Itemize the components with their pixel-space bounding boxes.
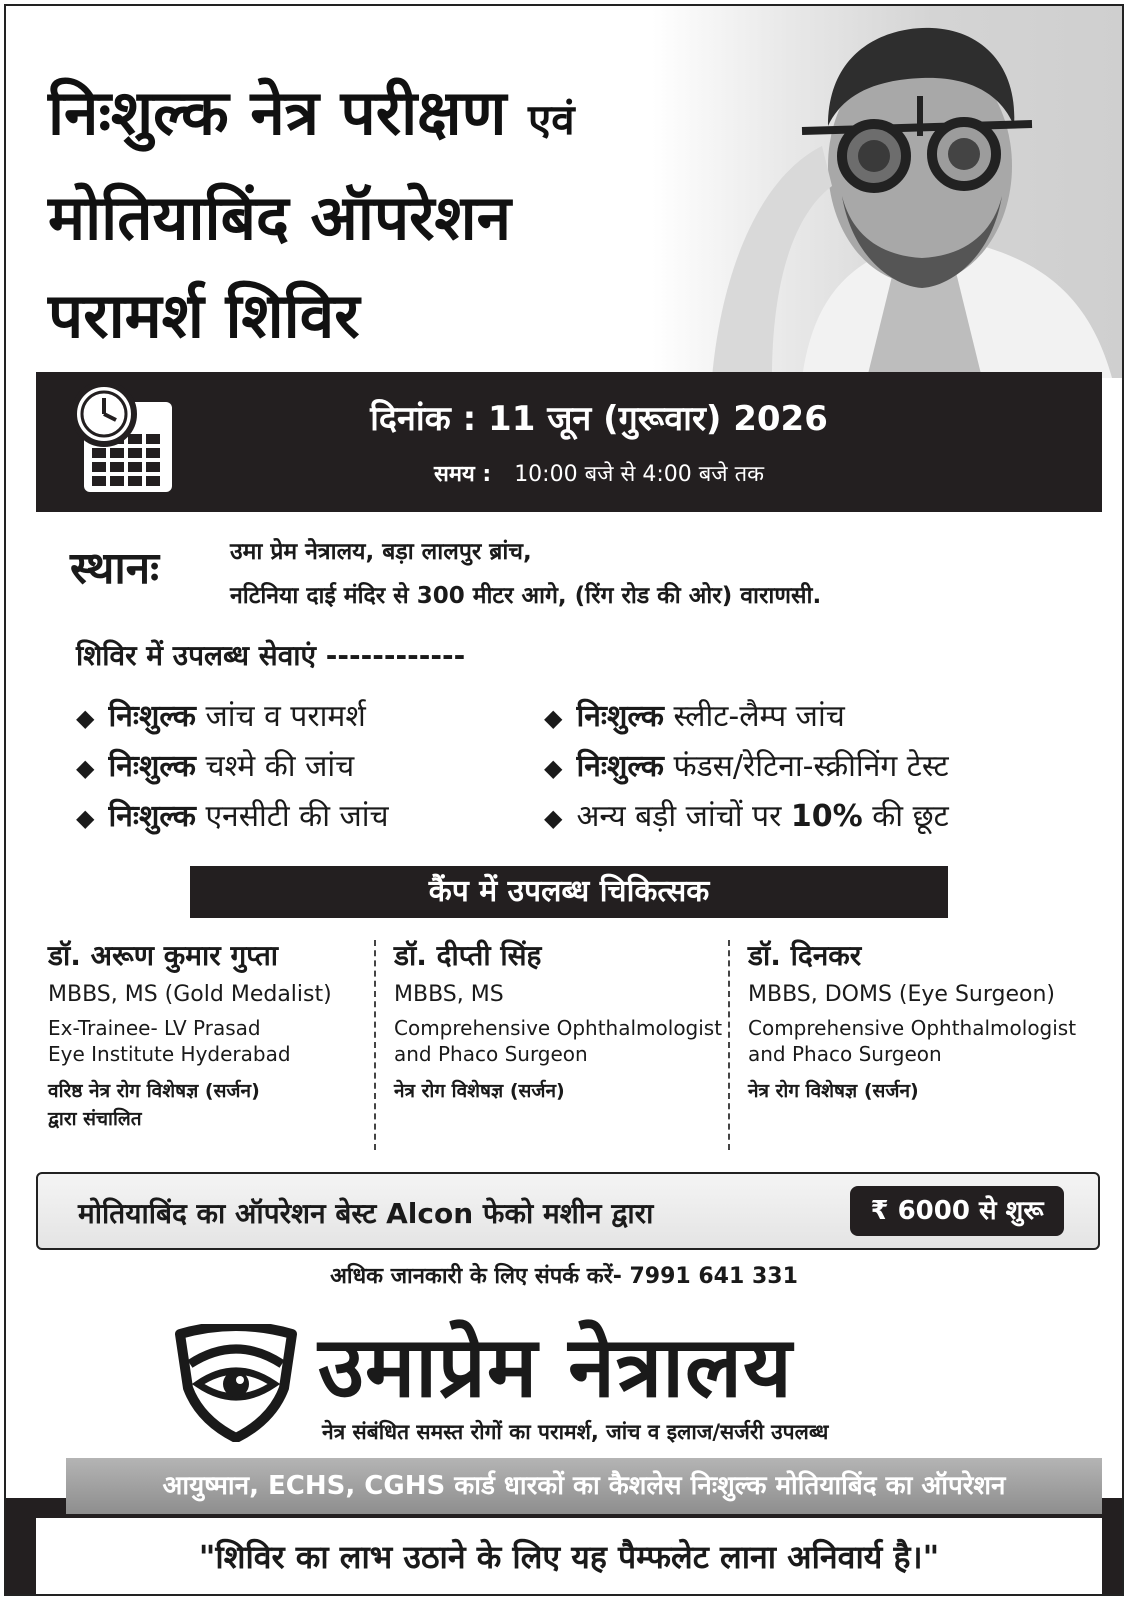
doctor-degree: MBBS, MS — [394, 982, 504, 1007]
service-item — [76, 794, 389, 835]
venue-label: स्थानः — [70, 543, 160, 594]
service-text: फंडस/रेटिना-स्क्रीनिंग टेस्ट — [673, 749, 949, 784]
doctor-divider — [374, 940, 376, 1150]
doctor-degree: MBBS, MS (Gold Medalist) — [48, 982, 332, 1007]
doctor-detail-line2: and Phaco Surgeon — [748, 1042, 942, 1066]
service-prefix: निःशुल्क — [108, 749, 196, 784]
service-prefix: निःशुल्क — [576, 699, 664, 734]
diamond-bullet-icon: ◆ — [544, 754, 563, 782]
service-prefix: निःशुल्क — [108, 799, 196, 834]
venue-address-line2: नटिनिया दाई मंदिर से 300 मीटर आगे, (रिंग रोड की ओर) वाराणसी. — [230, 583, 822, 609]
brand-name: उमाप्रेम नेत्रालय — [318, 1318, 793, 1416]
services-heading: शिविर में उपलब्ध सेवाएं ------------ — [76, 639, 466, 672]
doctor-detail — [48, 1015, 368, 1067]
camp-date: दिनांक : 11 जून (गुरूवार) 2026 — [370, 399, 828, 439]
diamond-bullet-icon: ◆ — [76, 754, 95, 782]
doctor-detail — [748, 1015, 1088, 1067]
cataract-offer-text: मोतियाबिंद का ऑपरेशन बेस्ट Alcon फेको मशीन द्वारा — [78, 1197, 654, 1230]
service-text-before: अन्य बड़ी जांचों पर — [576, 799, 782, 834]
doctor-detail-line1: Comprehensive Ophthalmologist — [394, 1016, 723, 1040]
venue-address-line1: उमा प्रेम नेत्रालय, बड़ा लालपुर ब्रांच, — [230, 539, 532, 565]
time-label: समय : — [433, 462, 492, 487]
date-banner — [36, 372, 1102, 512]
doctor-name: डॉ. दीप्ती सिंह — [394, 939, 542, 972]
service-item — [76, 694, 366, 735]
doctor-degree: MBBS, DOMS (Eye Surgeon) — [748, 982, 1056, 1007]
doctor-detail-line1: Comprehensive Ophthalmologist — [748, 1016, 1077, 1040]
service-item — [544, 794, 949, 835]
cashless-banner: आयुष्मान, ECHS, CGHS कार्ड धारकों का कैशलेस निःशुल्क मोतियाबिंद का ऑपरेशन — [66, 1458, 1102, 1514]
doctor-role: नेत्र रोग विशेषज्ञ (सर्जन) — [394, 1080, 565, 1102]
service-item — [544, 744, 949, 785]
service-prefix: निःशुल्क — [576, 749, 664, 784]
doctor-divider — [728, 940, 730, 1150]
eye-shield-logo-icon — [172, 1324, 300, 1442]
doctor-card — [48, 936, 368, 1133]
doctor-name: डॉ. अरूण कुमार गुप्ता — [48, 939, 279, 972]
service-discount: 10% — [790, 799, 863, 834]
service-text: एनसीटी की जांच — [205, 799, 389, 834]
brand-tagline: नेत्र संबंधित समस्त रोगों का परामर्श, जांच व इलाज/सर्जरी उपलब्ध — [322, 1420, 829, 1444]
doctor-role-line2: द्वारा संचालित — [48, 1108, 142, 1130]
man-with-trial-frame-image — [652, 6, 1122, 378]
doctors-panel — [36, 936, 1102, 1156]
service-text-after: की छूट — [872, 799, 949, 834]
diamond-bullet-icon: ◆ — [76, 804, 95, 832]
camp-time — [36, 458, 1102, 488]
service-text: स्लीट-लैम्प जांच — [673, 699, 845, 734]
doctor-card — [748, 936, 1088, 1105]
flyer-page — [4, 4, 1124, 1596]
cataract-offer-banner — [36, 1172, 1100, 1250]
doctors-heading: कैंप में उपलब्ध चिकित्सक — [190, 866, 948, 918]
eye-exam-photo — [652, 6, 1122, 378]
title-line3: परामर्श शिविर — [48, 279, 360, 352]
service-item — [76, 744, 354, 785]
service-prefix: निःशुल्क — [108, 699, 196, 734]
doctor-role — [48, 1077, 368, 1133]
doctor-card — [394, 936, 724, 1105]
doctor-detail-line2: and Phaco Surgeon — [394, 1042, 588, 1066]
service-text: जांच व परामर्श — [205, 699, 366, 734]
contact-info: अधिक जानकारी के लिए संपर्क करें- 7991 641 331 — [330, 1264, 798, 1289]
time-value: 10:00 बजे से 4:00 बजे तक — [514, 462, 765, 487]
doctor-role: नेत्र रोग विशेषज्ञ (सर्जन) — [748, 1080, 919, 1102]
doctor-role-line1: वरिष्ठ नेत्र रोग विशेषज्ञ (सर्जन) — [48, 1080, 260, 1102]
title-line2: मोतियाबिंद ऑपरेशन — [48, 181, 512, 254]
page-title — [48, 64, 575, 365]
doctor-name: डॉ. दिनकर — [748, 939, 862, 972]
doctor-detail-line2: Eye Institute Hyderabad — [48, 1042, 291, 1066]
diamond-bullet-icon: ◆ — [544, 804, 563, 832]
title-line1: निःशुल्क नेत्र परीक्षण — [48, 76, 507, 149]
doctor-detail — [394, 1015, 724, 1067]
price-badge: ₹ 6000 से शुरू — [850, 1186, 1064, 1236]
doctor-detail-line1: Ex-Trainee- LV Prasad — [48, 1016, 261, 1040]
title-line1-suffix: एवं — [528, 95, 575, 144]
service-item — [544, 694, 845, 735]
diamond-bullet-icon: ◆ — [544, 704, 563, 732]
pamphlet-mandatory-note: "शिविर का लाभ उठाने के लिए यह पैम्फलेट लाना अनिवार्य है।" — [36, 1518, 1102, 1596]
diamond-bullet-icon: ◆ — [76, 704, 95, 732]
service-text: चश्मे की जांच — [205, 749, 355, 784]
